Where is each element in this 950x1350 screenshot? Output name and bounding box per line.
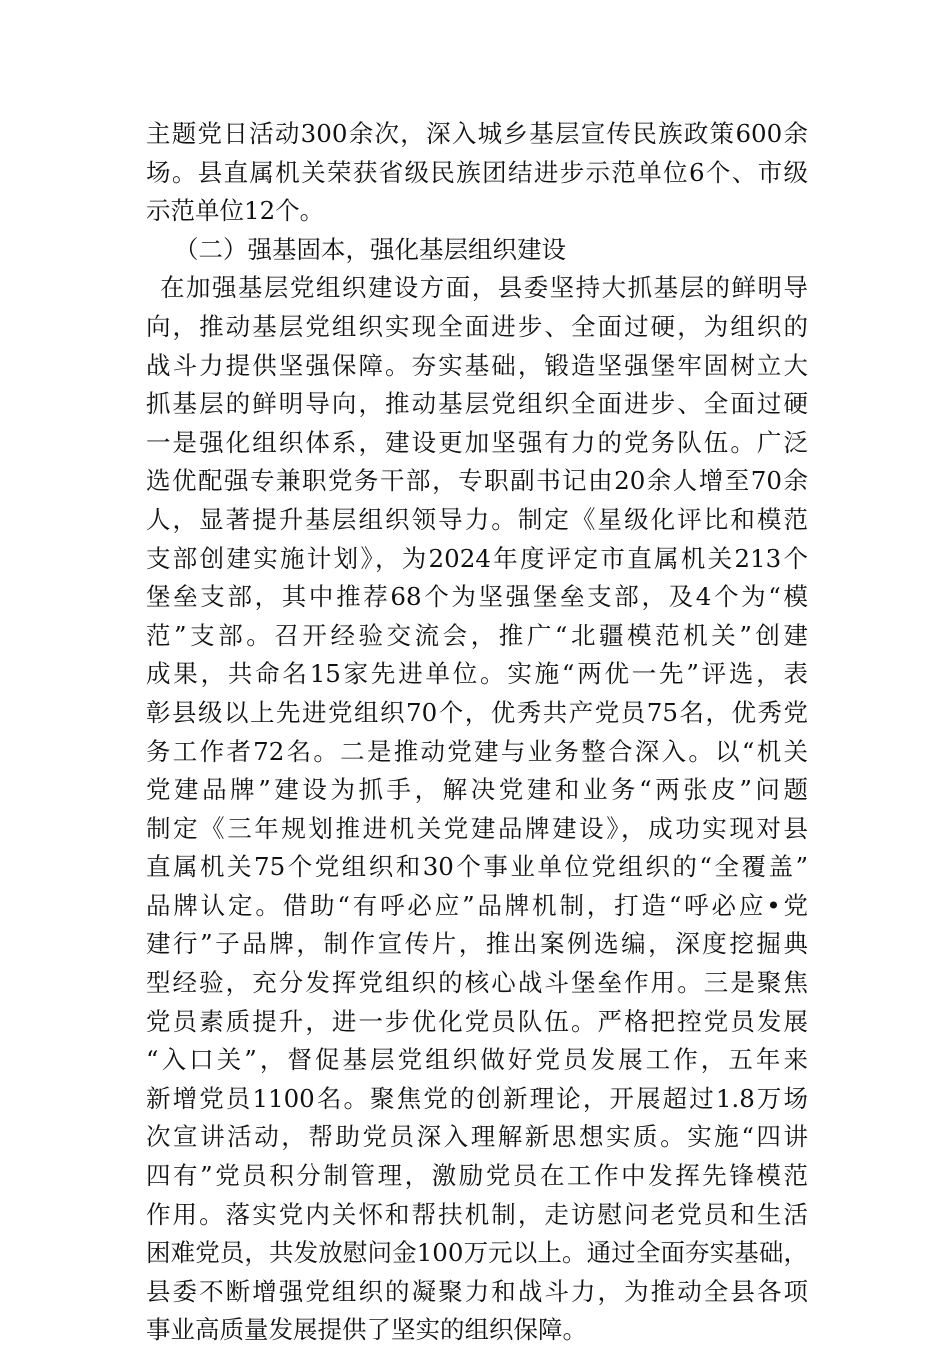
paragraph-line: 新增党员1100名。聚焦党的创新理论，开展超过1.8万场 (146, 1083, 808, 1113)
paragraph-line: 战斗力提供坚强保障。夯实基础，锻造坚强堡牢固树立大 (146, 350, 808, 380)
paragraph-line: 直属机关75个党组织和30个事业单位党组织的“全覆盖” (146, 852, 808, 882)
paragraph-line: 选优配强专兼职党务干部，专职副书记由20余人增至70余 (146, 466, 808, 496)
paragraph-line: 场。县直属机关荣获省级民族团结进步示范单位6个、市级 (146, 157, 808, 187)
paragraph-line: 堡垒支部，其中推荐68个为坚强堡垒支部，及4个为“模 (146, 582, 808, 612)
paragraph-line: 型经验，充分发挥党组织的核心战斗堡垒作用。三是聚焦 (146, 968, 808, 998)
paragraph-line: 党员素质提升，进一步优化党员队伍。严格把控党员发展 (146, 1006, 808, 1036)
paragraph-line: 作用。落实党内关怀和帮扶机制，走访慰问老党员和生活 (146, 1199, 808, 1229)
paragraph-line: 成果，共命名15家先进单位。实施“两优一先”评选，表 (146, 659, 808, 689)
section-heading: （二）强基固本，强化基层组织建设 (174, 234, 566, 264)
paragraph-line: 建行”子品牌，制作宣传片，推出案例选编，深度挖掘典 (146, 929, 808, 959)
paragraph-line: 党建品牌”建设为抓手，解决党建和业务“两张皮”问题 (146, 775, 808, 805)
paragraph-line: 抓基层的鲜明导向，推动基层党组织全面进步、全面过硬 (146, 389, 808, 419)
paragraph-line: 支部创建实施计划》，为2024年度评定市直属机关213个 (146, 543, 808, 573)
paragraph-line: 示范单位12个。 (146, 196, 325, 226)
paragraph-line: 次宣讲活动，帮助党员深入理解新思想实质。实施“四讲 (146, 1122, 808, 1152)
paragraph-line: 品牌认定。借助“有呼必应”品牌机制，打造“呼必应•党 (146, 890, 808, 920)
paragraph-line: 制定《三年规划推进机关党建品牌建设》，成功实现对县 (146, 813, 808, 843)
paragraph-line: 事业高质量发展提供了坚实的组织保障。 (146, 1315, 587, 1345)
paragraph-line: 范”支部。召开经验交流会，推广“北疆模范机关”创建 (146, 620, 808, 650)
paragraph-line: 四有”党员积分制管理，激励党员在工作中发挥先锋模范 (146, 1161, 808, 1191)
paragraph-line: 彰县级以上先进党组织70个，优秀共产党员75名，优秀党 (146, 697, 808, 727)
paragraph-line: 在加强基层党组织建设方面，县委坚持大抓基层的鲜明导 (160, 273, 808, 303)
paragraph-line: 向，推动基层党组织实现全面进步、全面过硬，为组织的 (146, 311, 808, 341)
paragraph-line: “入口关”，督促基层党组织做好党员发展工作，五年来 (146, 1045, 808, 1075)
paragraph-line: 人，显著提升基层组织领导力。制定《星级化评比和模范 (146, 504, 808, 534)
paragraph-line: 务工作者72名。二是推动党建与业务整合深入。以“机关 (146, 736, 808, 766)
paragraph-line: 困难党员，共发放慰问金100万元以上。通过全面夯实基础， (146, 1238, 808, 1268)
paragraph-line: 县委不断增强党组织的凝聚力和战斗力，为推动全县各项 (146, 1276, 808, 1306)
paragraph-line: 一是强化组织体系，建设更加坚强有力的党务队伍。广泛 (146, 427, 808, 457)
document-body (146, 115, 808, 1350)
paragraph-line: 主题党日活动300余次，深入城乡基层宣传民族政策600余 (146, 119, 808, 148)
